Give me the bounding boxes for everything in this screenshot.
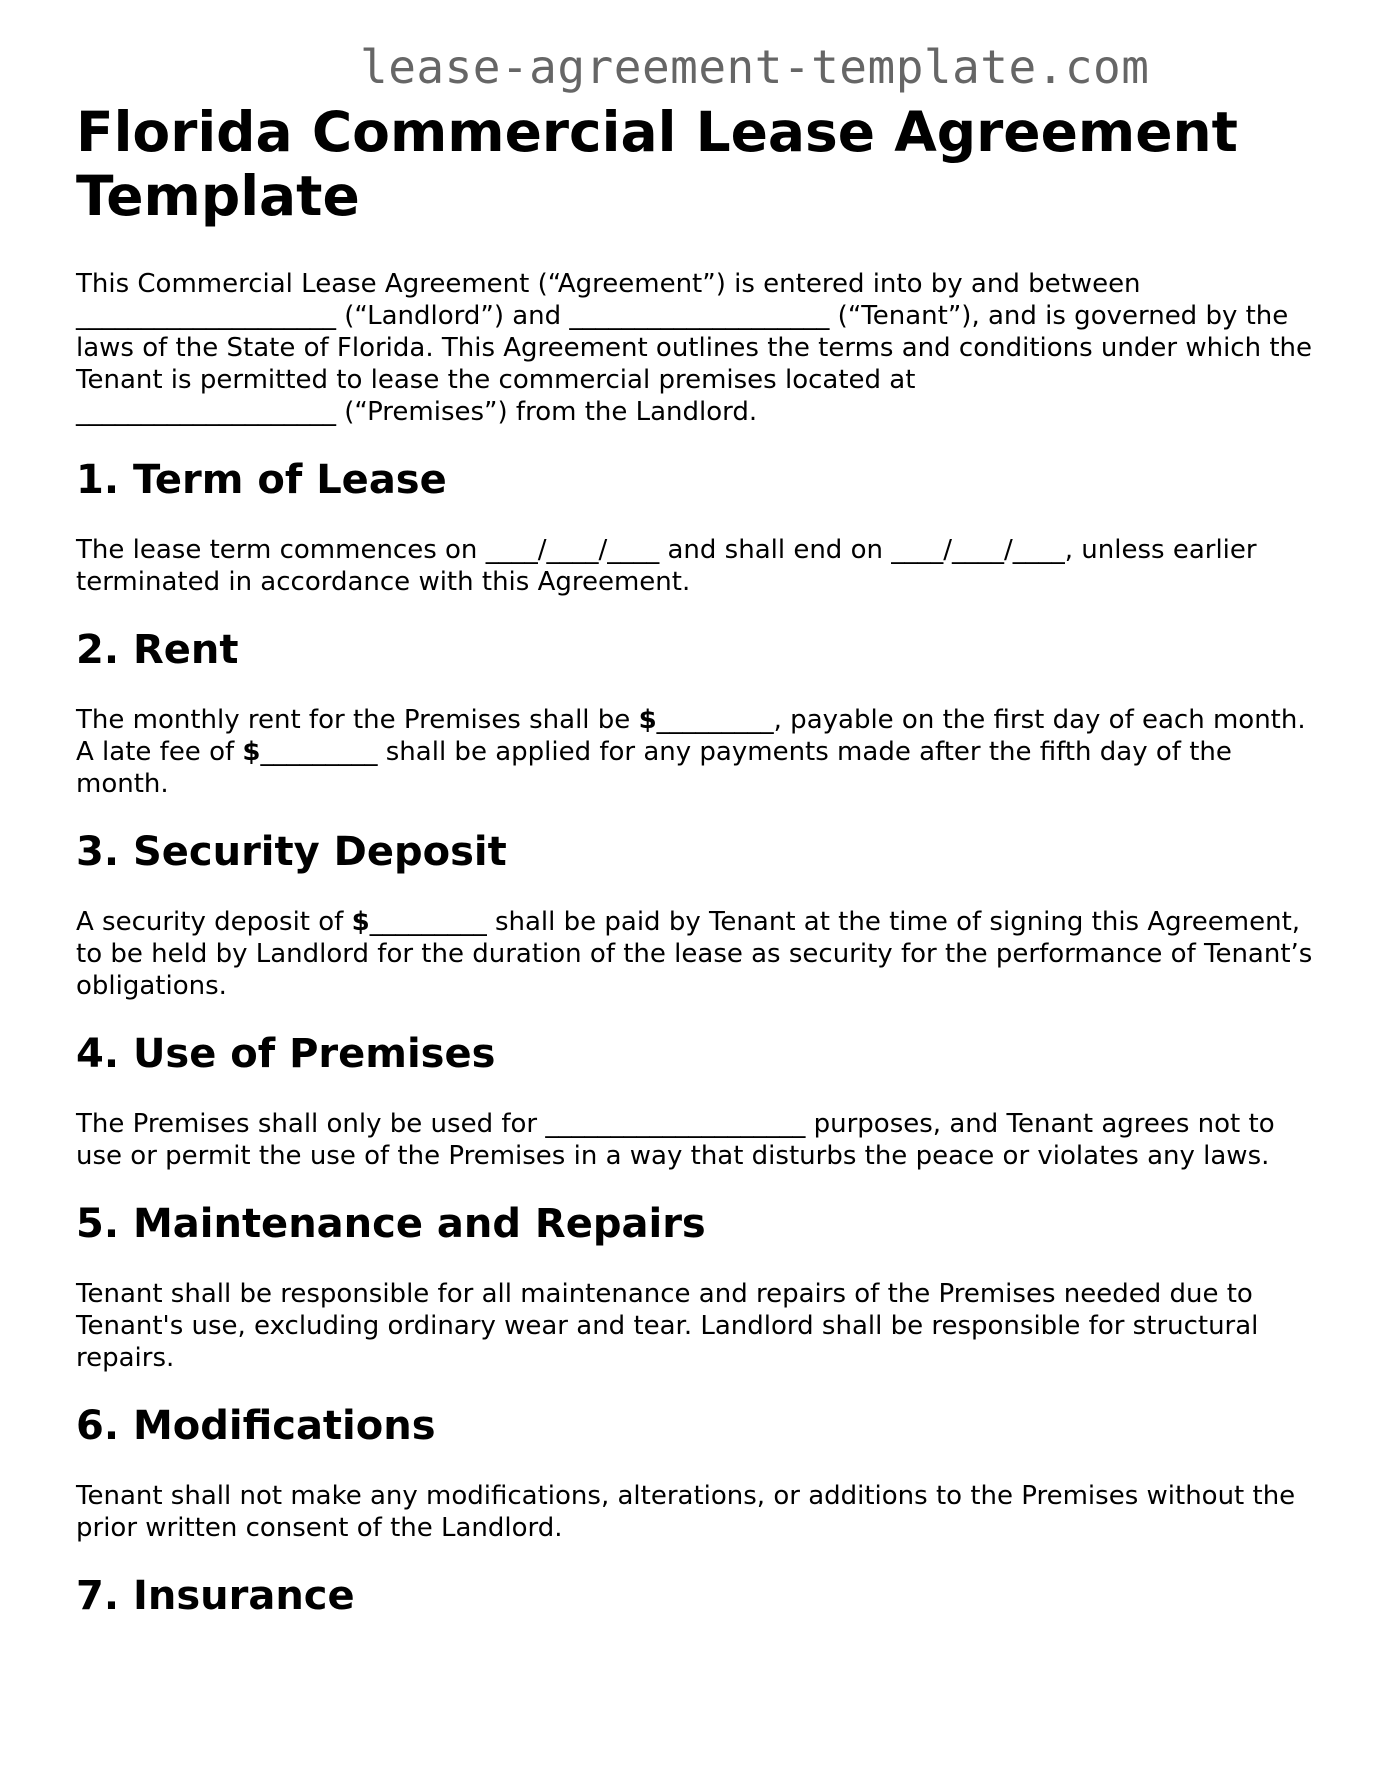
section-text: and shall end on bbox=[659, 535, 892, 565]
currency-symbol: $ bbox=[638, 705, 657, 735]
end-date-blank: ____/____/____ bbox=[891, 535, 1065, 565]
section-text: , unless earlier terminated in accordance with this Agreement. bbox=[76, 535, 1257, 597]
section-body bbox=[76, 534, 1316, 598]
intro-text: (“Landlord”) and bbox=[336, 301, 570, 331]
section-body bbox=[76, 1108, 1316, 1172]
section-text: , payable on the first day of each month. A late fee of bbox=[76, 705, 1306, 767]
section-heading: 2. Rent bbox=[76, 627, 239, 673]
section-heading: 6. Modifications bbox=[76, 1403, 436, 1449]
document-page bbox=[76, 100, 1316, 1620]
section-heading: 3. Security Deposit bbox=[76, 829, 507, 875]
section-heading: 4. Use of Premises bbox=[76, 1031, 496, 1077]
intro-text: (“Tenant”), and is governed by the laws of the State of Florida. This Agreement outlines the terms and conditions under which the Tenant is permitted to lease the commercial premises located at bbox=[76, 301, 1313, 395]
tenant-name-blank: ____________________ bbox=[569, 301, 830, 331]
section-rent bbox=[76, 626, 1316, 800]
section-text: The lease term commences on bbox=[76, 535, 486, 565]
section-term-of-lease bbox=[76, 456, 1316, 598]
watermark-site-name: lease-agreement-template.com bbox=[360, 40, 1150, 94]
monthly-rent-blank: _________ bbox=[656, 705, 774, 735]
section-heading: 5. Maintenance and Repairs bbox=[76, 1201, 706, 1247]
section-text: shall be applied for any payments made after the fifth day of the month. bbox=[76, 737, 1232, 799]
section-text: The monthly rent for the Premises shall be bbox=[76, 705, 639, 735]
section-body bbox=[76, 704, 1316, 800]
section-text: The Premises shall only be used for bbox=[76, 1109, 546, 1139]
deposit-amount-blank: _________ bbox=[369, 907, 487, 937]
premises-address-blank: ____________________ bbox=[76, 397, 336, 427]
section-heading: 7. Insurance bbox=[76, 1573, 355, 1619]
section-maintenance-and-repairs bbox=[76, 1200, 1316, 1374]
currency-symbol: $ bbox=[242, 737, 261, 767]
section-text: purposes, and Tenant agrees not to use or permit the use of the Premises in a way that disturbs the peace or violates any laws. bbox=[76, 1109, 1275, 1171]
section-body bbox=[76, 906, 1316, 1002]
intro-paragraph bbox=[76, 268, 1316, 428]
intro-text: This Commercial Lease Agreement (“Agreement”) is entered into by and between bbox=[76, 269, 1141, 299]
use-purpose-blank: ____________________ bbox=[545, 1109, 806, 1139]
document-title: Florida Commercial Lease Agreement Template bbox=[76, 100, 1238, 228]
section-security-deposit bbox=[76, 828, 1316, 1002]
late-fee-blank: _________ bbox=[260, 737, 378, 767]
section-use-of-premises bbox=[76, 1030, 1316, 1172]
section-insurance bbox=[76, 1572, 1316, 1620]
section-text: A security deposit of bbox=[76, 907, 352, 937]
section-heading: 1. Term of Lease bbox=[76, 457, 447, 503]
section-body: Tenant shall be responsible for all maintenance and repairs of the Premises needed due to Tenant's use, excluding ordinary wear and tear. Landlord shall be responsible for structural repairs. bbox=[76, 1279, 1259, 1373]
start-date-blank: ____/____/____ bbox=[485, 535, 660, 565]
section-modifications bbox=[76, 1402, 1316, 1544]
section-text: shall be paid by Tenant at the time of signing this Agreement, to be held by Landlord for the duration of the lease as security for the performance of Tenant’s obligations. bbox=[76, 907, 1313, 1001]
currency-symbol: $ bbox=[351, 907, 370, 937]
intro-text: (“Premises”) from the Landlord. bbox=[336, 397, 758, 427]
section-body: Tenant shall not make any modifications, alterations, or additions to the Premises without the prior written consent of the Landlord. bbox=[76, 1481, 1296, 1543]
landlord-name-blank: ____________________ bbox=[76, 301, 336, 331]
